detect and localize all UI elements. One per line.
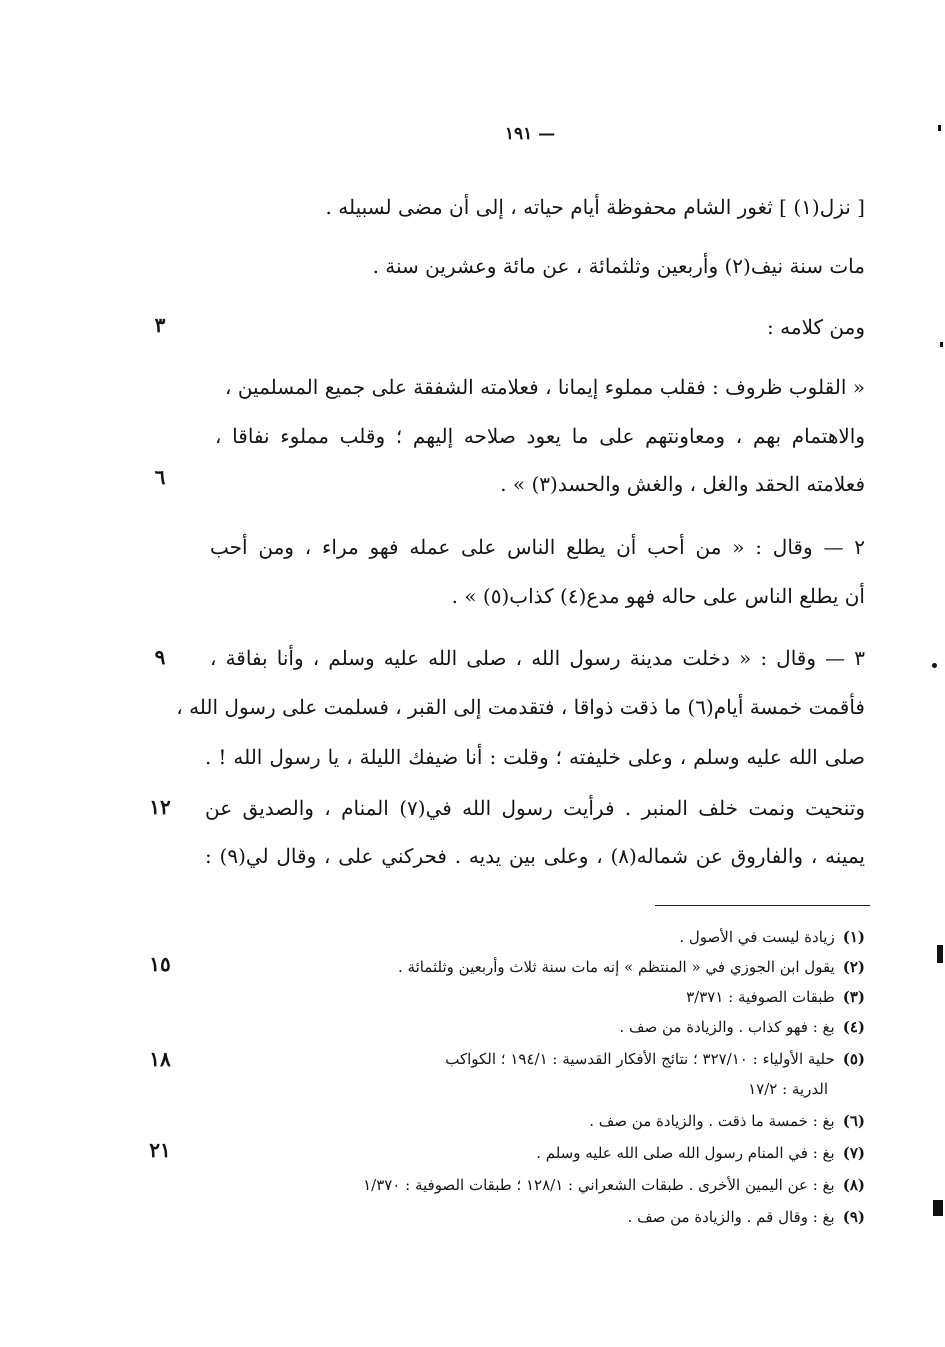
footnote (679, 926, 865, 948)
body-line: ومن كلامه : (767, 315, 865, 339)
footnote (363, 1174, 865, 1196)
margin-line-number: ٦ (154, 465, 166, 489)
footnote-continuation: الدرية : ١٧/٢ (748, 1080, 828, 1098)
scan-speck (933, 1200, 943, 1216)
footnote-number: (٥) (842, 1050, 865, 1068)
footnote-number: (٢) (842, 958, 865, 976)
scan-speck (938, 125, 941, 131)
footnote-text: بغ : خمسة ما ذقت . والزيادة من صف . (589, 1112, 835, 1130)
margin-line-number: ١٢ (149, 795, 171, 819)
page-number-header (470, 124, 590, 144)
footnote-number: (٤) (842, 1018, 865, 1036)
footnote (536, 1142, 865, 1164)
body-line: فعلامته الحقد والغل ، والغش والحسد(٣) » . (500, 472, 865, 496)
page-number-dash: — (538, 124, 556, 144)
body-line: [ نزل(١) ] ثغور الشام محفوظة أيام حياته ، إلى أن مضى لسبيله . (325, 195, 865, 219)
footnote-number: (٧) (842, 1144, 865, 1162)
footnote (445, 1048, 865, 1070)
footnote-text: بغ : عن اليمين الأخرى . طبقات الشعراني : ١٢٨/١ ؛ طبقات الصوفية : ١/٣٧٠ (363, 1176, 835, 1194)
scan-speck (932, 663, 937, 668)
footnote-text: بغ : وقال قم . والزيادة من صف . (627, 1208, 835, 1226)
body-line: فأقمت خمسة أيام(٦) ما ذقت ذواقا ، فتقدمت إلى القبر ، فسلمت على رسول الله ، (176, 695, 865, 719)
body-line: أن يطلع الناس على حاله فهو مدع(٤) كذاب(٥) » . (451, 584, 865, 608)
page-number: ١٩١ (504, 124, 533, 144)
body-line: والاهتمام بهم ، ومعاونتهم على ما يعود صلاحه إليهم ؛ وقلب مملوء نفاقا ، (215, 424, 865, 448)
footnote-text: يقول ابن الجوزي في « المنتظم » إنه مات سنة ثلاث وأربعين وثلثمائة . (397, 958, 835, 976)
body-line: ٢ — وقال : « من أحب أن يطلع الناس على عمله فهو مراء ، ومن أحب (210, 535, 865, 559)
margin-line-number: ٩ (154, 645, 166, 669)
footnote-number: (٣) (842, 988, 865, 1006)
footnote-text: بغ : فهو كذاب . والزيادة من صف . (619, 1018, 835, 1036)
margin-line-number: ١٥ (149, 952, 171, 976)
footnote (398, 956, 865, 978)
margin-line-number: ٢١ (149, 1138, 171, 1162)
footnote-text: طبقات الصوفية : ٣/٣٧١ (686, 988, 835, 1006)
margin-line-number: ٣ (154, 313, 166, 337)
body-line: مات سنة نيف(٢) وأربعين وثلثمائة ، عن مائة وعشرين سنة . (372, 254, 865, 278)
scan-speck (937, 945, 943, 963)
footnote-text: بغ : في المنام رسول الله صلى الله عليه وسلم . (536, 1144, 835, 1162)
body-line: وتنحيت ونمت خلف المنبر . فرأيت رسول الله في(٧) المنام ، والصديق عن (205, 796, 866, 820)
body-line: صلى الله عليه وسلم ، وعلى خليفته ؛ وقلت : أنا ضيفك الليلة ، يا رسول الله ! . (205, 745, 865, 769)
footnote (628, 1206, 865, 1228)
body-line: يمينه ، والفاروق عن شماله(٨) ، وعلى بين يديه . فحركني على ، وقال لي(٩) : (205, 844, 865, 868)
footnote (686, 986, 865, 1008)
footnote (619, 1016, 865, 1038)
footnote-number: (٦) (842, 1112, 865, 1130)
footnote-number: (٩) (842, 1208, 865, 1226)
footnote-number: (١) (842, 928, 865, 946)
footnote (589, 1110, 865, 1132)
margin-line-number: ١٨ (149, 1047, 171, 1071)
body-line: ٣ — وقال : « دخلت مدينة رسول الله ، صلى الله عليه وسلم ، وأنا بفاقة ، (210, 646, 865, 670)
footnote-text: حلية الأولياء : ٣٢٧/١٠ ؛ نتائج الأفكار القدسية : ١٩٤/١ ؛ الكواكب (445, 1050, 835, 1068)
footnote-number: (٨) (842, 1176, 865, 1194)
footnote-text: زيادة ليست في الأصول . (679, 928, 835, 946)
footnote-separator-rule (655, 905, 870, 906)
scan-speck (940, 342, 943, 347)
body-line: « القلوب ظروف : فقلب مملوء إيمانا ، فعلامته الشفقة على جميع المسلمين ، (225, 375, 865, 399)
